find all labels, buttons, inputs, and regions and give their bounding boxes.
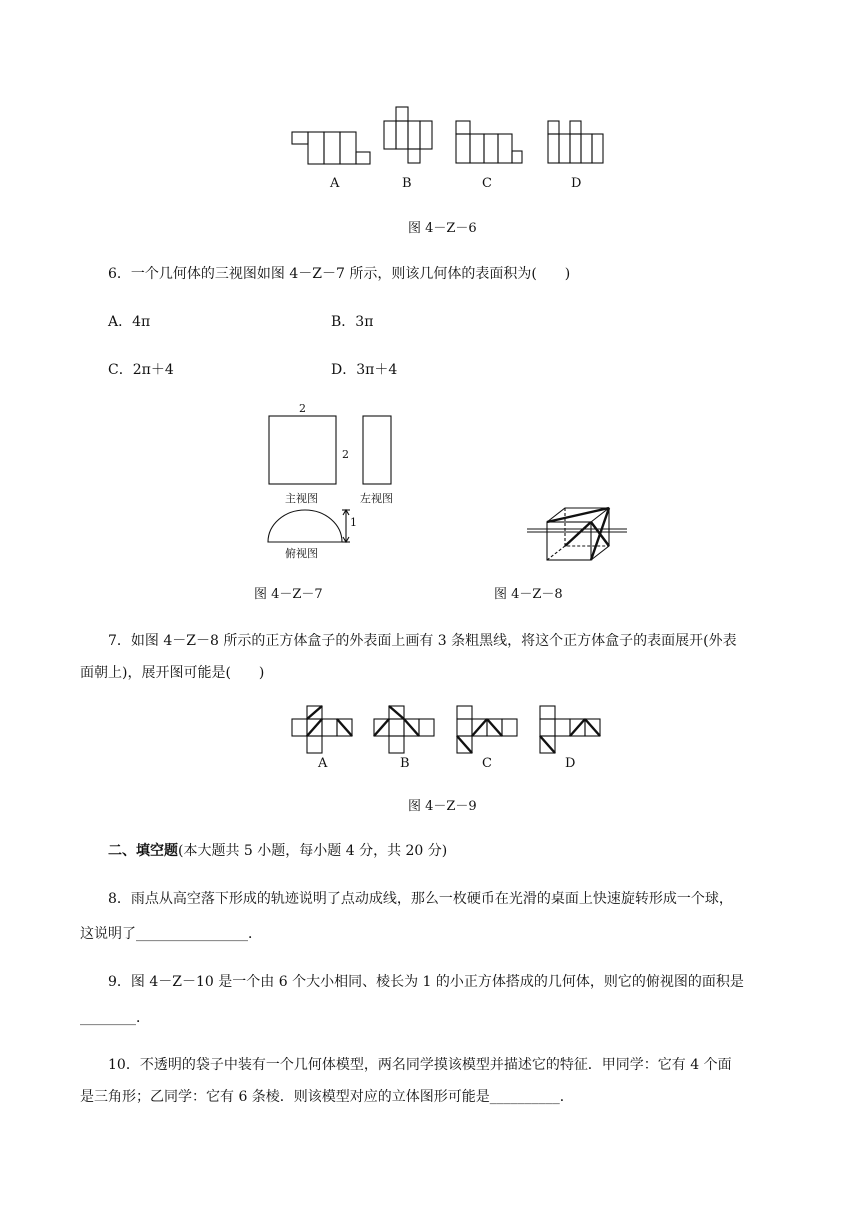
section-2-title: 二、填空题: [108, 843, 178, 859]
left-view-rectangle: [362, 415, 394, 487]
figure-4-z-6-net-a: [290, 128, 375, 166]
figure-4-z-9-net-c: [455, 704, 521, 756]
section-2-note: (本大题共 5 小题，每小题 4 分，共 20 分): [178, 843, 448, 859]
q6-option-d: D．3π＋4: [331, 362, 398, 378]
fig9-label-d: D: [565, 756, 576, 771]
fig6-label-d: D: [571, 176, 582, 191]
q9-line-1: 9．图 4－Z－10 是一个由 6 个大小相同、棱长为 1 的小正方体搭成的几何体，则它的俯视图的面积是: [108, 974, 744, 990]
fig6-caption: 图 4－Z－6: [408, 221, 477, 236]
fig7-side-dimension: 2: [342, 448, 349, 461]
left-view-label: 左视图: [360, 492, 393, 505]
q8-line-2: 这说明了________________．: [80, 926, 262, 942]
figure-4-z-9-net-b: [372, 704, 438, 756]
fig7-caption: 图 4－Z－7: [254, 587, 323, 602]
top-view-half-circle: [265, 505, 355, 545]
top-view-label: 俯视图: [285, 547, 318, 560]
fig9-label-a: A: [318, 756, 328, 771]
q6-stem: 6．一个几何体的三视图如图 4－Z－7 所示，则该几何体的表面积为( ): [108, 266, 571, 282]
q6-option-b: B．3π: [331, 314, 374, 330]
fig6-label-b: B: [402, 176, 412, 191]
q9-line-2: ________．: [80, 1010, 150, 1026]
fig9-caption: 图 4－Z－9: [408, 799, 477, 814]
q6-option-c: C．2π＋4: [108, 362, 174, 378]
figure-4-z-6-net-c: [454, 118, 526, 166]
fig6-label-a: A: [330, 176, 340, 191]
fig9-label-b: B: [400, 756, 410, 771]
figure-4-z-9-net-a: [290, 704, 356, 756]
figure-4-z-6-net-b: [382, 105, 438, 165]
fig6-label-c: C: [482, 176, 492, 191]
q6-option-a: A．4π: [108, 314, 151, 330]
front-view-label: 主视图: [285, 492, 318, 505]
q10-line-2: 是三角形；乙同学：它有 6 条棱．则该模型对应的立体图形可能是__________．: [80, 1089, 574, 1105]
q8-line-1: 8．雨点从高空落下形成的轨迹说明了点动成线，那么一枚硬币在光滑的桌面上快速旋转形成一个球，: [108, 891, 733, 907]
fig7-top-dimension: 2: [299, 402, 306, 415]
fig8-caption: 图 4－Z－8: [494, 587, 563, 602]
cube-with-thick-lines: [525, 502, 630, 564]
section-2-heading: [108, 841, 447, 861]
figure-4-z-9-net-d: [538, 704, 604, 756]
figure-4-z-6-net-d: [546, 118, 606, 166]
fig7-half-dimension: 1: [350, 516, 357, 529]
fig9-label-c: C: [482, 756, 492, 771]
q7-line-1: 7．如图 4－Z－8 所示的正方体盒子的外表面上画有 3 条粗黑线，将这个正方体盒子的表面展开(外表: [108, 633, 737, 649]
q7-line-2: 面朝上)，展开图可能是( ): [80, 665, 265, 681]
q10-line-1: 10．不透明的袋子中装有一个几何体模型，两名同学摸该模型并描述它的特征．甲同学：它有 4 个面: [108, 1057, 732, 1073]
front-view-square: [268, 415, 338, 487]
